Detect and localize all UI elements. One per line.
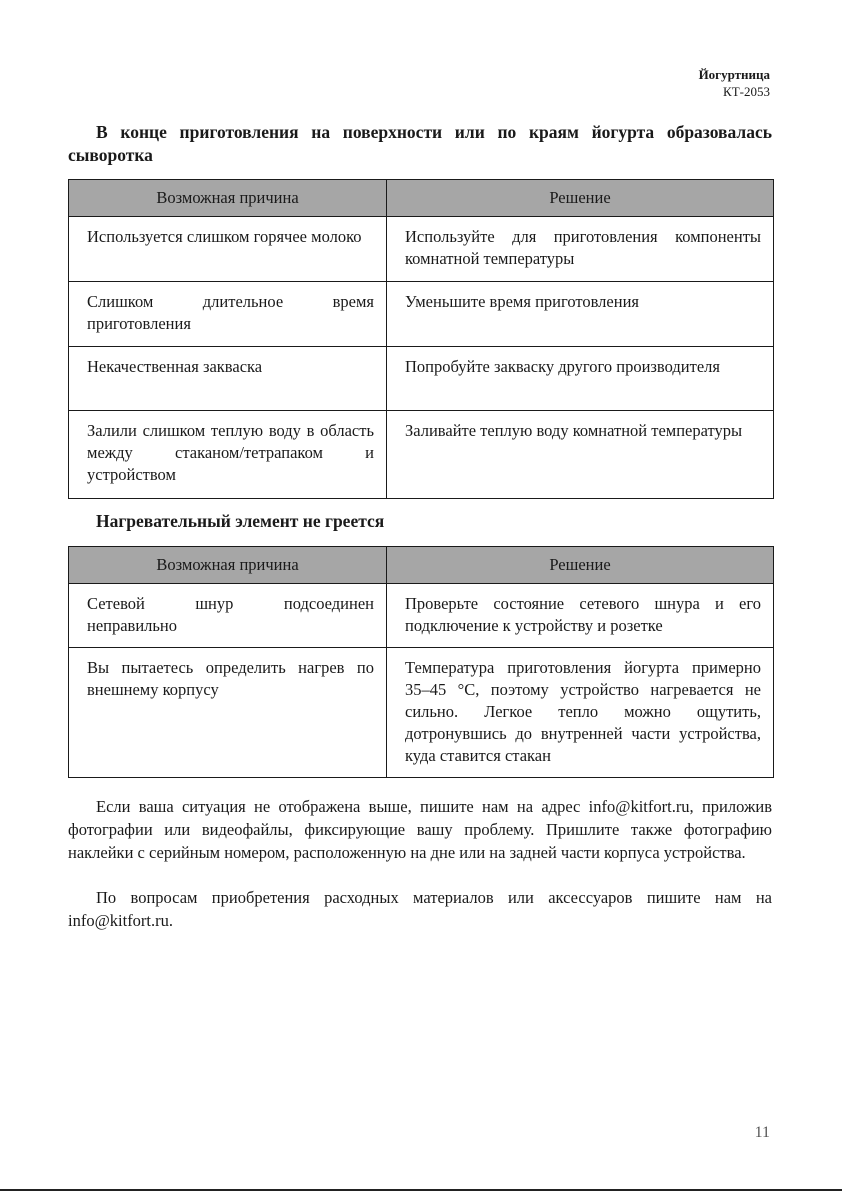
column-header-solution: Решение [387, 180, 774, 217]
troubleshooting-table-heating [68, 546, 774, 778]
table-header-row [69, 547, 774, 584]
section-heading-heating: Нагревательный элемент не греется [96, 511, 385, 531]
column-header-cause: Возможная причина [69, 547, 387, 584]
cause-cell: Залили слишком теплую воду в область между стаканом/тетрапаком и устройством [69, 411, 387, 499]
table-row [69, 217, 774, 282]
solution-cell: Температура приготовления йогурта примерно 35–45 °С, поэтому устройство нагревается не сильно. Легкое тепло можно ощутить, дотронувшись до внутренней части устройства, куда ставится стакан [387, 648, 774, 778]
cause-cell: Некачественная закваска [69, 347, 387, 411]
table-row [69, 648, 774, 778]
cause-cell: Вы пытаетесь определить нагрев по внешнему корпусу [69, 648, 387, 778]
cause-cell: Сетевой шнур подсоединен неправильно [69, 584, 387, 648]
column-header-cause: Возможная причина [69, 180, 387, 217]
solution-cell: Проверьте состояние сетевого шнура и его подключение к устройству и розетке [387, 584, 774, 648]
solution-cell: Уменьшите время приготовления [387, 282, 774, 347]
section-heading-whey: В конце приготовления на поверхности или по краям йогурта образовалась сыворотка [68, 122, 772, 165]
cause-cell: Используется слишком горячее молоко [69, 217, 387, 282]
solution-cell: Заливайте теплую воду комнатной температуры [387, 411, 774, 499]
cause-cell: Слишком длительное время приготовления [69, 282, 387, 347]
page-number: 11 [754, 1124, 770, 1141]
solution-cell: Используйте для приготовления компоненты комнатной температуры [387, 217, 774, 282]
accessories-paragraph: По вопросам приобретения расходных материалов или аксессуаров пишите нам на info@kitfort.ru. [68, 888, 772, 930]
product-name: Йогуртница [698, 67, 770, 82]
table-row [69, 282, 774, 347]
page-bottom-divider [0, 1189, 842, 1191]
contact-paragraph: Если ваша ситуация не отображена выше, пишите нам на адрес info@kitfort.ru, приложив фотографии или видеофайлы, фиксирующие вашу проблему. Пришлите также фотографию наклейки с серийным номером, расположенную на дне или на задней части корпуса устройства. [68, 797, 772, 862]
troubleshooting-table-whey [68, 179, 774, 499]
table-row [69, 347, 774, 411]
model-number: КТ-2053 [723, 84, 770, 99]
table-row [69, 584, 774, 648]
column-header-solution: Решение [387, 547, 774, 584]
table-row [69, 411, 774, 499]
running-header [699, 66, 770, 100]
table-header-row [69, 180, 774, 217]
solution-cell: Попробуйте закваску другого производителя [387, 347, 774, 411]
